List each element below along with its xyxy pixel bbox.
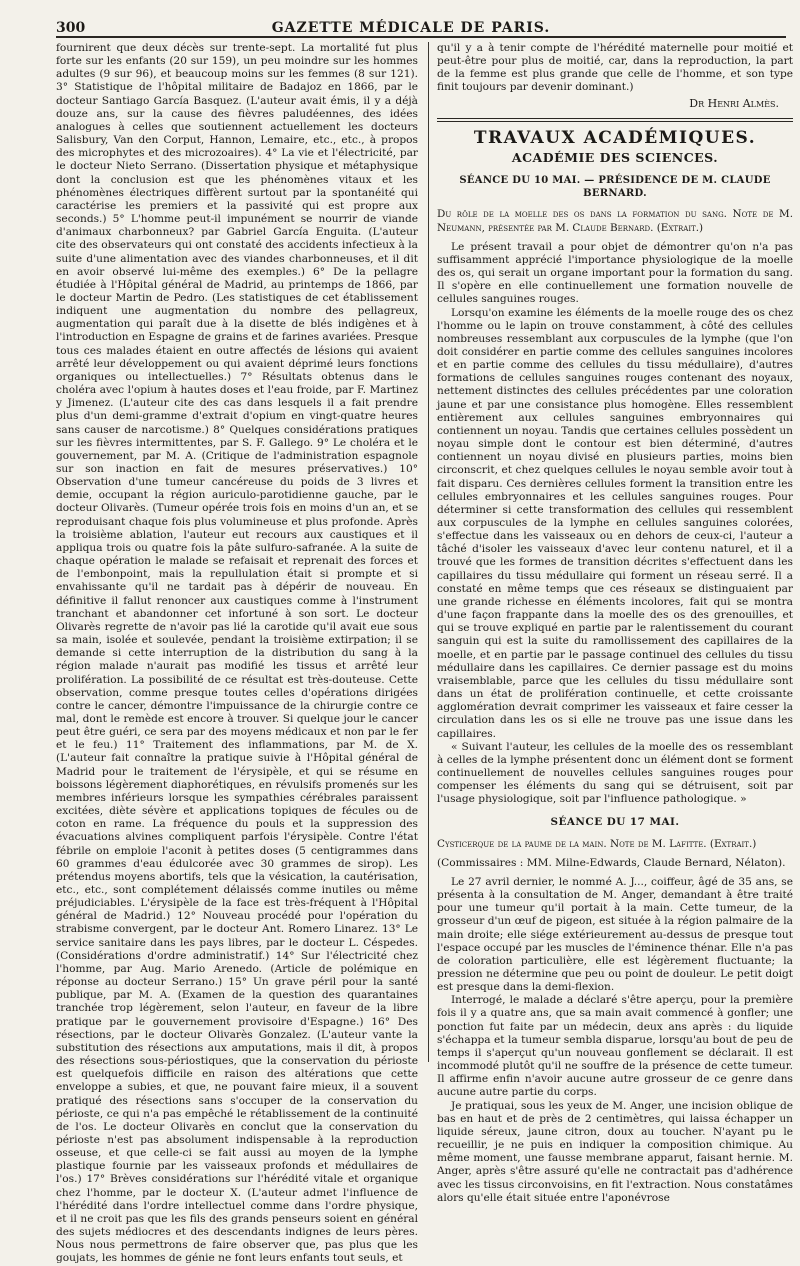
article-2-paragraph: Je pratiquai, sous les yeux de M. Anger, une incision oblique de bas en haut et de près de 2 centimètres, qui laissa échapper un liquide séreux, jaune citron, doux au toucher. N'ayant pu le recueillir, je ne puis en indiquer la composition chimique. Au même moment, une fausse membrane apparut, faisant hernie. M. Anger, après s'être assuré qu'elle ne contractait pas d'adhérence avec les tissus circonvoisins, en fit l'extraction. Nous constatâmes alors qu'elle était située entre l'aponévrose — [437, 1099, 793, 1204]
continuation-paragraph: qu'il y a à tenir compte de l'hérédité maternelle pour moitié et peut-être pour plus de moitié, car, dans la reproduction, la part de la femme est plus grande que celle de l'homme, et son type finit toujours par devenir dominant.) — [437, 42, 793, 94]
article-1-paragraph: « Suivant l'auteur, les cellules de la moelle des os ressemblant à celles de la lymphe présentent donc un élément dont se forment continuellement de nouvelles cellules sanguines rouges pour compenser les éléments du sang qui se détruisent, soit par l'usage physiologique, soit par l'influence pathologique. » — [437, 740, 793, 806]
section-title: TRAVAUX ACADÉMIQUES. — [473, 127, 757, 148]
right-column — [433, 42, 793, 1204]
author-signature: Dr Henri Almès. — [689, 96, 779, 110]
session-heading-2: SÉANCE DU 17 MAI. — [550, 816, 680, 829]
article-2-paragraph: Interrogé, le malade a déclaré s'être aperçu, pour la première fois il y a quatre ans, que sa main avait commencé à gonfler; une ponction fut faite par un médecin, deux ans après : du liquide s'échappa et la tumeur sembla disparue, lorsqu'au bout de peu de temps il s'aperçut qu'un nouveau gonflement se déclarait. Il est incommodé plutôt qu'il ne souffre de la présence de cette tumeur. Il affirme enfin n'avoir aucune autre grosseur de ce genre dans aucune autre partie du corps. — [437, 994, 793, 1099]
page-number: 300 — [56, 20, 86, 36]
article-1-paragraph: Lorsqu'on examine les éléments de la moelle rouge des os chez l'homme ou le lapin on trouve constamment, à côté des cellules nombreuses ressemblant aux corpuscules de la lymphe (que l'on doit considérer en partie comme des cellules sanguines incolores et en partie comme des cellules du tissu médullaire), d'autres formations de cellules sanguines rouges contenant des noyaux, nettement distinctes des cellules précédentes par une coloration jaune et par une consistance plus homogène. Elles ressemblent entièrement aux cellules sanguines embryonnaires qui contiennent un noyau. Tandis que certaines cellules possèdent un noyau simple dont le contour est bien déterminé, d'autres contiennent un noyau divisé en plusieurs parties, moins bien circonscrit, et chez quelques cellules le noyau semble avoir tout à fait disparu. Ces dernières cellules forment la transition entre les cellules embryonnaires et les cellules sanguines rouges. Pour déterminer si cette transformation des cellules qui ressemblent aux corpuscules de la lymphe en cellules sanguines colorées, s'effectue dans les vaisseaux ou en dehors de ceux-ci, l'auteur a tâché d'isoler les vaisseaux d'avec leur contenu naturel, et il a trouvé que les formes de transition décrites s'effectuent dans les capillaires du tissu médullaire qui forment un réseau serré. Il a constaté en même temps que ces réseaux se distinguaient par une grande richesse en éléments incolores, fait qui se montra d'une façon frappante dans la moelle des os des grenouilles, et qui se trouve expliqué en partie par le ralentissement du courant sanguin qui est la suite du ramollissement des capillaires de la moelle, et en partie par le passage continuel des cellules du tissu médullaire dans les capillaires. Ce dernier passage est du moins vraisemblable, parce que les cellules du tissu médullaire sont dans un état de prolifération continuelle, et cette croissante agglomération devrait comprimer les vaisseaux et faire cesser la circulation dans les os si elle ne trouve pas une issue dans les capillaires. — [437, 306, 793, 740]
left-column-paragraph: fournirent que deux décès sur trente-sept. La mortalité fut plus forte sur les enfants (20 sur 159), un peu moindre sur les hommes adultes (9 sur 96), et beaucoup moins sur les femmes (8 sur 121). 3° Statistique de l'hôpital militaire de Badajoz en 1866, par le docteur Santiago García Basquez. (L'auteur avait émis, il y a déjà douze ans, sur la cause des fièvres paludéennes, des idées analogues à celles que soutiennent actuellement les docteurs Salisbury, Van den Corput, Hannon, Lemaire, etc., etc., à propos des microphytes et des microzoaires). 4° La vie et l'électricité, par le docteur Nieto Serrano. (Dissertation physique et métaphysique dont la conclusion est que les phénomènes vitaux et les phénomènes électriques diffèrent surtout par la spontanéité qui caractérise les premiers et la passivité qui est propre aux seconds.) 5° L'homme peut-il impunément se nourrir de viande d'animaux charbonneux? par Gabriel García Enguita. (L'auteur cite des observateurs qui ont constaté des accidents infectieux à la suite d'une alimentation avec des viandes charbonneuses, et il dit en avoir observé lui-même des exemples.) 6° De la pellagre étudiée à l'Hôpital général de Madrid, au printemps de 1866, par le docteur Martin de Pedro. (Les statistiques de cet établissement indiquent une augmentation du nombre des pellagreux, augmentation qui paraît due à la disette de blés indigènes et à l'introduction en Espagne de grains et de farines avariées. Presque tous ces malades étaient en outre affectés de lésions qui avaient arrêté leur développement ou qui avaient déprimé leurs fonctions organiques ou intellectuelles.) 7° Résultats obtenus dans le choléra avec l'opium à hautes doses et l'eau froide, par F. Martinez y Jimenez. (L'auteur cite des cas dans lesquels il a fait prendre plus d'un demi-gramme d'extrait d'opium en vingt-quatre heures sans causer de narcotisme.) 8° Quelques considérations pratiques sur les fièvres intermittentes, par S. F. Gallego. 9° Le choléra et le gouvernement, par M. A. (Critique de l'administration espagnole sur son inaction en fait de mesures préservatives.) 10° Observation d'une tumeur cancéreuse du poids de 3 livres et demie, occupant la région auriculo-parotidienne gauche, par le docteur Olivarès. (Tumeur opérée trois fois en moins d'un an, et se reproduisant chaque fois plus volumineuse et plus profonde. Après la troisième ablation, l'auteur eut recours aux caustiques et il appliqua trois ou quatre fois la pâte sulfuro-safranée. A la suite de chaque opération le malade se refaisait et reprenait des forces et de l'embonpoint, mais la repullulation était si prompte et si envahissante qu'il ne tardait pas à dépérir de nouveau. En définitive il fallut renoncer aux caustiques comme à l'instrument tranchant et abandonner cet infortuné à son sort. Le docteur Olivarès regrette de n'avoir pas lié la carotide qu'il avait eue sous sa main, isolée et soulevée, pendant la troisième extirpation; il se demande si cette interruption de la distribution du sang à la région malade n'aurait pas modifié les tissus et arrêté leur prolifération. La possibilité de ce résultat est très-douteuse. Cette observation, comme presque toutes celles d'opérations dirigées contre le cancer, démontre l'impuissance de la chirurgie contre ce mal, dont le remède est encore à trouver. Si quelque jour le cancer peut être guéri, ce sera par des moyens médicaux et non par le fer et le feu.) 11° Traitement des inflammations, par M. de X. (L'auteur fait connaître la pratique suivie à l'Hôpital général de Madrid pour le traitement de l'érysipèle, et qui se résume en boissons légèrement diaphorétiques, en révulsifs promenés sur les membres inférieurs lorsque les sympathies cérébrales paraissent excitées, diète sévère et applications topiques de fécules ou de coton en rame. La fréquence du pouls et la suppression des évacuations alvines compliquent parfois l'érysipèle. Contre l'état fébrile on emploie l'aconit à petites doses (5 centigrammes dans 60 grammes d'eau édulcorée avec 30 grammes de sirop). Les prétendus moyens abortifs, tels que la vésication, la cautérisation, etc., etc., sont complétement délaissés comme inutiles ou même préjudiciables. L'érysipèle de la face est très-fréquent à l'Hôpital général de Madrid.) 12° Nouveau procédé pour l'opération du strabisme convergent, par le docteur Ant. Romero Linarez. 13° Le service sanitaire dans les pays libres, par le docteur L. Céspedes. (Considérations d'ordre administratif.) 14° Sur l'électricité chez l'homme, par Aug. Mario Arenedo. (Article de polémique en réponse au docteur Serrano.) 15° Un grave péril pour la santé publique, par M. A. (Examen de la question des quarantaines tranchée trop légèrement, selon l'auteur, en faveur de la libre pratique par le gouvernement provisoire d'Espagne.) 16° Des résections, par le docteur Olivarès Gonzalez. (L'auteur vante la substitution des résections aux amputations, mais il dit, à propos des résections sous-périostiques, que la conservation du périoste est quelquefois difficile en raison des altérations que cette enveloppe a subies, et que, ne pouvant faire mieux, il a souvent pratiqué des résections sans s'occuper de la conservation du périoste, ce qui n'a pas empêché le rétablissement de la continuité de l'os. Le docteur Olivarès en conclut que la conservation du périoste n'est pas absolument indispensable à la reproduction osseuse, et que celle-ci se fait aussi au moyen de la lymphe plastique fournie par les vaisseaux profonds et médullaires de l'os.) 17° Brèves considérations sur l'hérédité vitale et organique chez l'homme, par le docteur X. (L'auteur admet l'influence de l'hérédité dans l'ordre intellectuel comme dans l'ordre physique, et il ne croit pas que les fils des grands penseurs soient en général des sujets médiocres et des descendants indignes de leurs pères. Nous nous permettrons de faire observer que, pas plus que les goujats, les hommes de génie ne font leurs enfants tout seuls, et — [56, 42, 418, 1265]
session-heading-1: SÉANCE DU 10 MAI. — PRÉSIDENCE DE M. CLAUDE BERNARD. — [459, 175, 771, 200]
two-column-body — [56, 42, 796, 1265]
academy-name: ACADÉMIE DES SCIENCES. — [511, 149, 719, 165]
article-1-paragraph: Le présent travail a pour objet de démontrer qu'on n'a pas suffisamment apprécié l'importance physiologique de la moelle des os, qui serait un organe important pour la formation du sang. Il s'opère en elle continuellement une formation nouvelle de cellules sanguines rouges. — [437, 240, 793, 306]
running-head — [56, 14, 786, 38]
article-heading-1: Du rôle de la moelle des os dans la formation du sang. Note de M. Neumann, présentée par M. Claude Bernard. (Extrait.) — [437, 208, 793, 234]
section-rule — [437, 118, 793, 122]
commissioners-line: (Commissaires : MM. Milne-Edwards, Claude Bernard, Nélaton). — [437, 856, 786, 869]
left-column — [56, 42, 424, 1265]
article-heading-2: Cysticerque de la paume de la main. Note de M. Lafitte. (Extrait.) — [437, 837, 757, 850]
column-divider — [428, 42, 429, 1062]
journal-title: GAZETTE MÉDICALE DE PARIS. — [271, 20, 551, 36]
article-2-paragraph: Le 27 avril dernier, le nommé A. J..., coiffeur, âgé de 35 ans, se présenta à la consultation de M. Anger, demandant à être traité pour une tumeur qu'il portait à la main. Cette tumeur, de la grosseur d'un œuf de pigeon, est située à la région palmaire de la main droite; elle siége extérieurement au-dessus de presque tout l'espace occupé par les muscles de l'éminence thénar. Elle n'a pas de coloration particulière, elle est légèrement fluctuante; la pression ne détermine que peu ou point de douleur. Le petit doigt est presque dans la demi-flexion. — [437, 875, 793, 994]
